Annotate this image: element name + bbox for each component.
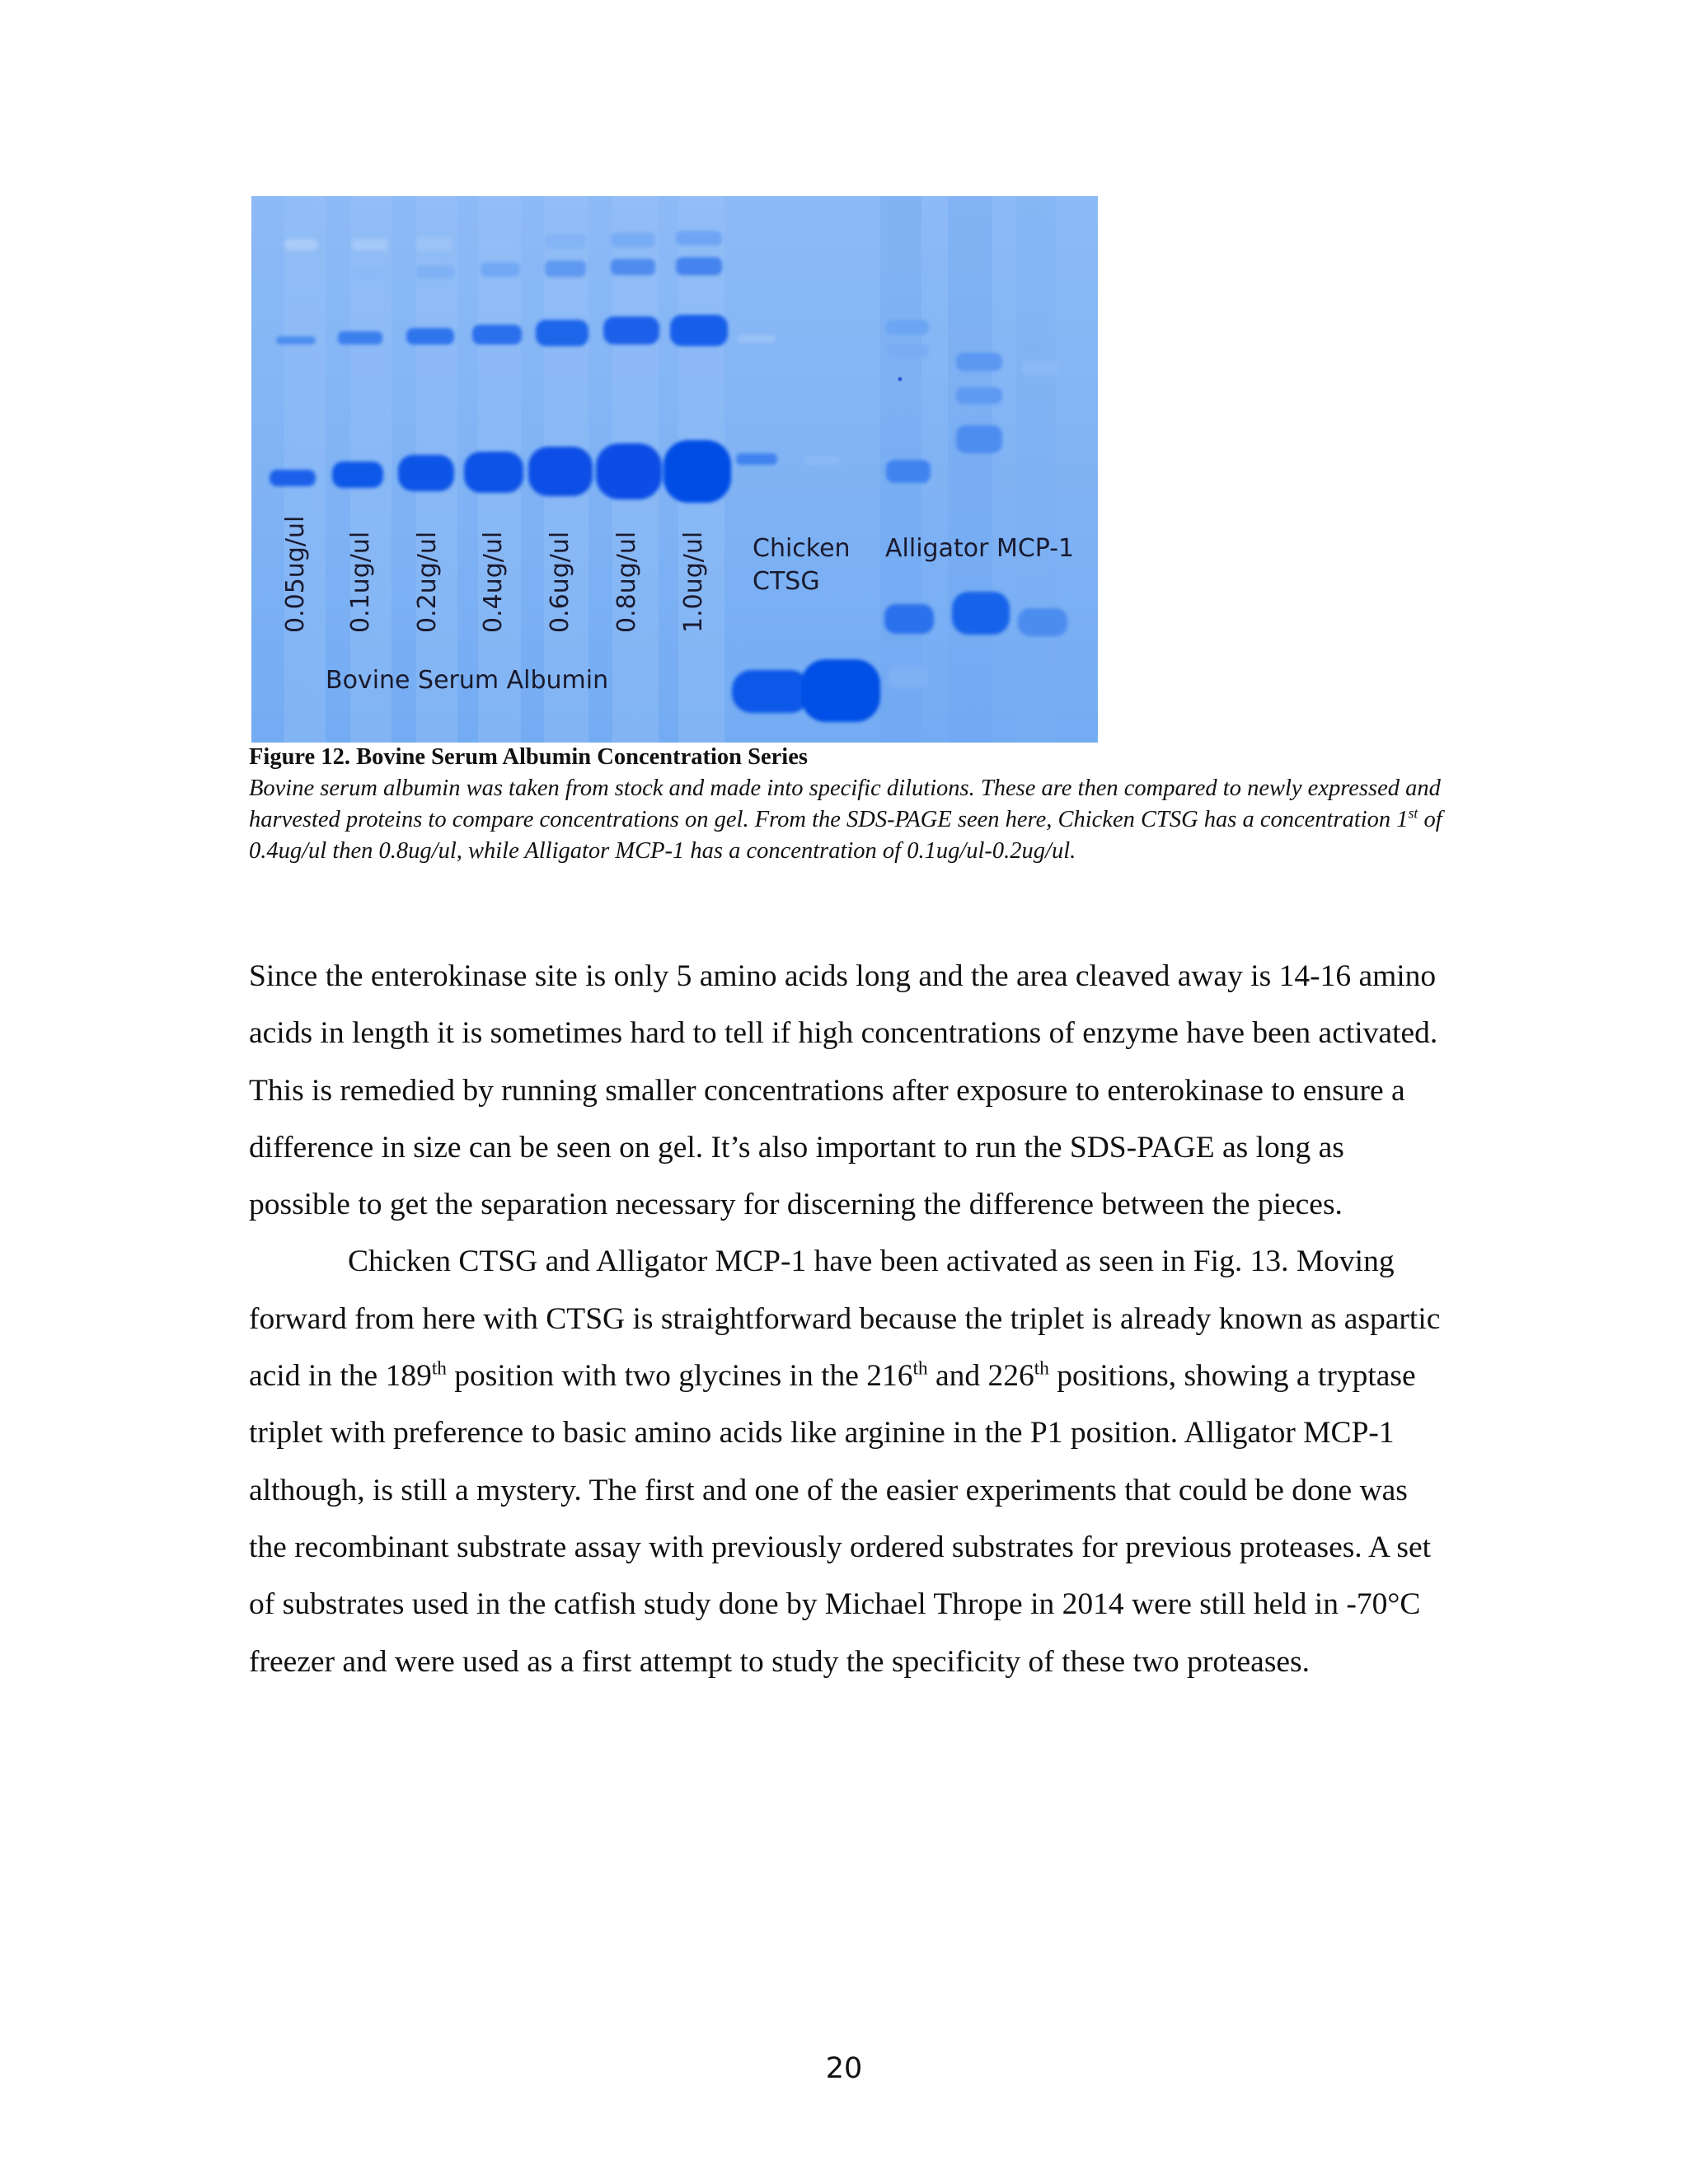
page-number: 20 (825, 2052, 863, 2085)
chicken-label-line1: Chicken (753, 534, 851, 563)
caption-text-part1: Bovine serum albumin was taken from stock and made into specific dilutions. These are then compared to newly expressed and harvested proteins to compare concentrations on gel. From the SDS-PAGE seen here, Chicken CTSG has a concentration 1 (249, 776, 1441, 832)
paragraph-1: Since the enterokinase site is only 5 amino acids long and the area cleaved away is 14-16 amino acids in length it is sometimes hard to tell if high concentrations of enzyme have been activated. This is remedied by running smaller concentrations after exposure to enterokinase to ensure a difference in size can be seen on gel. It’s also important to run the SDS-PAGE as long as possible to get the separation necessary for discerning the difference between the pieces. (249, 959, 1438, 1222)
caption-text-part2: of 0.4ug/ul then 0.8ug/ul, while Alligator MCP-1 has a concentration of 0.1ug/ul-0.2ug/ul. (249, 807, 1442, 864)
lane-label-3: 0.4ug/ul (479, 531, 508, 633)
figure-caption (249, 742, 1452, 867)
lane-label-4: 0.6ug/ul (546, 531, 574, 633)
alligator-label: Alligator MCP-1 (885, 534, 1075, 563)
caption-superscript: st (1408, 804, 1418, 822)
lane-label-6: 1.0ug/ul (679, 531, 708, 633)
bsa-group-label: Bovine Serum Albumin (326, 666, 609, 695)
paragraph-2-part4: positions, showing a tryptase triplet with preference to basic amino acids like arginine in the P1 position. Alligator MCP-1 although, is still a mystery. The first and one of the easier experiments that could be done was the recombinant substrate assay with previously ordered substrates for previous proteases. A set of substrates used in the catfish study done by Michael Thrope in 2014 were still held in -70°C freezer and were used as a first attempt to study the specificity of these two proteases. (249, 1359, 1432, 1679)
lane-label-1: 0.1ug/ul (346, 531, 375, 633)
lane-label-0: 0.05ug/ul (281, 515, 310, 633)
paragraph-2-part3: and 226 (927, 1359, 1034, 1394)
superscript-2: th (912, 1357, 928, 1380)
figure-description (249, 773, 1452, 867)
figure-title: Figure 12. Bovine Serum Albumin Concentration Series (249, 744, 808, 770)
body-text (249, 948, 1452, 1690)
paragraph-2-part2: position with two glycines in the 216 (446, 1359, 913, 1394)
superscript-1: th (431, 1357, 447, 1380)
lane-label-2: 0.2ug/ul (413, 531, 442, 633)
superscript-3: th (1034, 1357, 1049, 1380)
paragraph-2-part1: Chicken CTSG and Alligator MCP-1 have been activated as seen in Fig. 13. Moving forward from here with CTSG is straightforward because the triplet is already known as aspartic acid in the 189 (249, 1244, 1441, 1394)
gel-speck (898, 377, 903, 382)
lane-label-5: 0.8ug/ul (612, 531, 641, 633)
chicken-label-line2: CTSG (753, 567, 820, 596)
paragraph-2 (249, 1233, 1452, 1690)
sds-page-gel-image (251, 196, 1098, 743)
